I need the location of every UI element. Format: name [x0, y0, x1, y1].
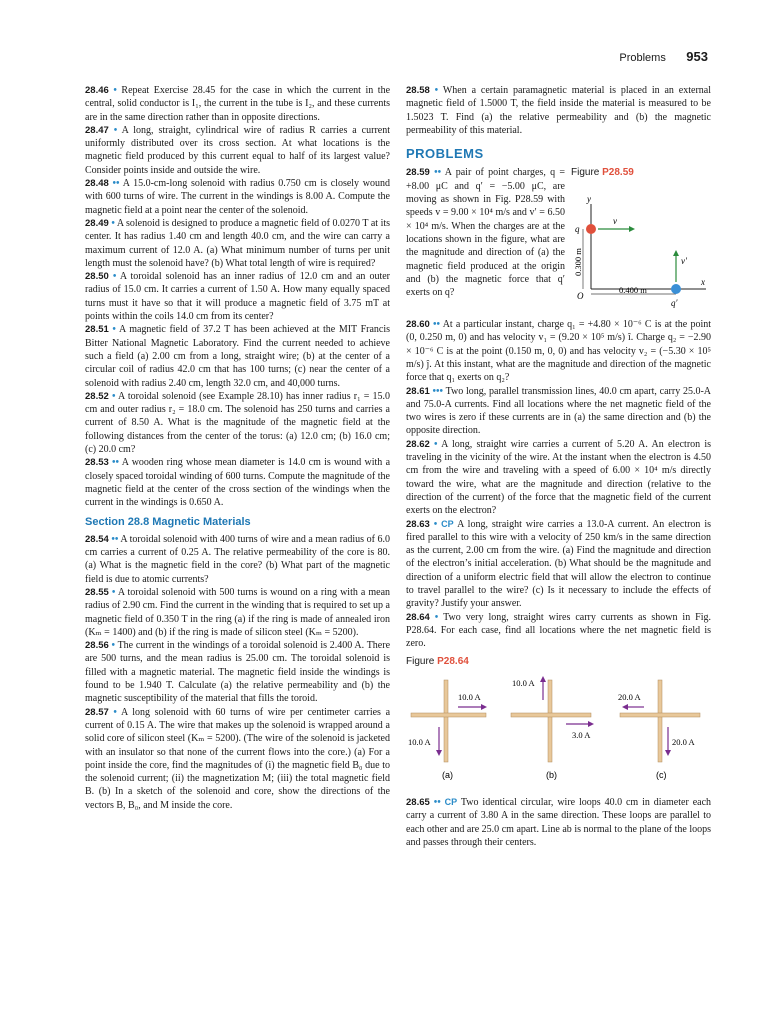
- problem-28-49: 28.49 • A solenoid is designed to produce a magnetic field of 0.0270 T at its center. It has radius 1.40 cm and length 40.0 cm, and the wire can carry a maximum current of 12.0 A. (a) What minimum number of turns per unit length must the solenoid have? (b) What total length of wire is required?: [85, 217, 391, 269]
- current-b-right-arrowhead: [588, 721, 594, 727]
- problem-28-52: 28.52 • A toroidal solenoid (see Example 28.10) has inner radius r₁ = 15.0 cm and outer radius r₂ = 18.0 cm. The solenoid has 250 turns and carries a current of 8.50 A. What is the magnitude of the magnetic field at the following distances from the center of the torus: (a) 12.0 cm; (b) 16.0 cm; (c) 20.0 cm?: [85, 390, 391, 456]
- problem-28-55: 28.55 • A toroidal solenoid with 500 turns is wound on a ring with a mean radius of 2.90 cm. Find the current in the winding that is required to set up a magnetic field of 0.350 T in the ring (a) if the ring is made of annealed iron (Kₘ = 1400) and (b) if the ring is made of silicon steel (Kₘ = 5200).: [85, 586, 391, 638]
- current-b-vertical-label: 10.0 A: [512, 677, 535, 688]
- velocity-vprime-arrowhead: [673, 250, 679, 256]
- running-head: Problems: [619, 52, 666, 64]
- charge-q: [586, 224, 596, 234]
- problem-28-58: 28.58 • When a certain paramagnetic material is placed in an external magnetic field of 1.5000 T, the field inside the material is measured to be 1.5023 T. Find (a) the relative permeability and (b) the magnetic permeability of this material.: [406, 85, 711, 136]
- problems-heading: PROBLEMS: [406, 146, 484, 162]
- problem-28-59: 28.59 •• A pair of point charges, q = +8.00 μC and q′ = −5.00 μC, are moving as shown in Fig. P28.59 with speeds v = 9.00 × 10⁴ m/s and v′ = 6.50 × 10⁴ m/s. When the charges are at the locations shown in the figure, what are the magnitude and direction of (a) the magnetic field produced at the origin and (b) the magnetic force that q′ exerts on q?: [406, 167, 566, 299]
- problem-28-51: 28.51 • A magnetic field of 37.2 T has been achieved at the MIT Francis Bitter National Magnetic Laboratory. Find the current needed to achieve such a field (a) 2.00 cm from a long, straight wire; (b) at the center of a circular coil of radius 42.0 cm that has 100 turns; (c) near the center of a solenoid with radius 2.40 cm, length 32.0 cm, and 40,000 turns.: [85, 324, 391, 389]
- page-header: [619, 48, 708, 66]
- right-column: [406, 84, 711, 849]
- section-heading: Section 28.8 Magnetic Materials: [85, 515, 251, 528]
- wires-diagram: [406, 672, 711, 792]
- problem-28-59-block: [406, 166, 711, 318]
- figure-label: Figure P28.64: [406, 655, 469, 667]
- wire-c-horizontal: [620, 713, 700, 717]
- current-a-down-arrowhead: [436, 750, 442, 756]
- velocity-vprime-label: v′: [681, 255, 687, 266]
- problem-28-57: 28.57 • A long solenoid with 60 turns of wire per centimeter carries a current of 0.15 A. The wire that makes up the solenoid is wrapped around a solid core of silicon steel (Kₘ = 5200). (The wire of the solenoid is jacketed with an insulator so that none of the current flows into the core.) (a) For a point inside the core, find the magnitudes of (i) the magnetic field B₀ due to the solenoid current; (ii) the magnetization M; (iii) the total magnetic field B. (b) In a sketch of the solenoid and core, show the directions of the vectors B, B₀, and M inside the core.: [85, 706, 391, 811]
- y-axis-label: y: [587, 193, 591, 204]
- problem-28-47: 28.47 • A long, straight, cylindrical wire of radius R carries a current uniformly distributed over its cross section. At what locations is the magnetic field produced by this current equal to half of its largest value? Consider points inside and outside the wire.: [85, 124, 390, 176]
- current-a-right-arrowhead: [481, 704, 487, 710]
- current-a-vertical-label: 10.0 A: [408, 736, 431, 747]
- problem-28-48: 28.48 •• A 15.0-cm-long solenoid with radius 0.750 cm is closely wound with 600 turns of wire. The current in the windings is 8.00 A. Compute the magnetic field at a point near the center of the solenoid.: [85, 178, 390, 216]
- height-label: 0.300 m: [573, 247, 583, 276]
- velocity-v-label: v: [613, 215, 617, 226]
- wire-a-horizontal: [411, 713, 486, 717]
- current-c-down-arrowhead: [665, 750, 671, 756]
- current-b-horizontal-label: 3.0 A: [572, 729, 591, 740]
- velocity-v-arrowhead: [629, 226, 635, 232]
- current-c-vertical-label: 20.0 A: [672, 736, 695, 747]
- current-a-horizontal-label: 10.0 A: [458, 691, 481, 702]
- charge-q-prime: [671, 284, 681, 294]
- wire-a-vertical: [444, 680, 448, 762]
- figure-label: Figure P28.59: [571, 167, 634, 179]
- problem-28-62: 28.62 • A long, straight wire carries a current of 5.20 A. An electron is traveling in the vicinity of the wire. At the instant when the electron is 4.50 cm from the wire and traveling with a speed of 6.00 × 10⁴ m/s directly toward the wire, what are the magnitude and direction (relative to the direction of the current) of the force that the magnetic field of the current exerts on the electron?: [406, 438, 712, 517]
- figure-p28-64: [406, 655, 711, 797]
- problem-28-64: 28.64 • Two very long, straight wires carry currents as shown in Fig. P28.64. For each case, find all locations where the net magnetic field is zero.: [406, 611, 712, 650]
- problem-28-63: 28.63 • CP A long, straight wire carries a 13.0-A current. An electron is fired parallel to this wire with a velocity of 250 km/s in the same direction as the current, 2.00 cm from the wire. (a) Find the magnitude and direction of the electron’s initial acceleration. (b) What should be the magnitude and direction of a uniform electric field that will allow the electron to continue to travel parallel to the wire? (c) Is it necessary to include the effects of gravity? Justify your answer.: [406, 518, 712, 610]
- wire-c-vertical: [658, 680, 662, 762]
- charge-q-label: q: [575, 223, 580, 234]
- x-axis-label: x: [701, 276, 705, 287]
- problem-28-54: 28.54 •• A toroidal solenoid with 400 turns of wire and a mean radius of 6.0 cm carries a current of 0.25 A. The relative permeability of the core is 80. (a) What is the magnetic field in the core? (b) What part of the magnetic field is due to atomic currents?: [85, 533, 390, 585]
- case-b-label: (b): [546, 769, 557, 780]
- case-c-label: (c): [656, 769, 667, 780]
- charges-diagram: [571, 184, 711, 314]
- left-column: [85, 84, 390, 812]
- charge-q-prime-label: q′: [671, 297, 678, 308]
- problem-28-46: 28.46 • Repeat Exercise 28.45 for the case in which the current in the central, solid conductor is I₁, the current in the tube is I₂, and these currents are in the same direction rather than in opposite directions.: [85, 85, 391, 123]
- problem-28-60: 28.60 •• At a particular instant, charge q₁ = +4.80 × 10⁻⁶ C is at the point (0, 0.250 m, 0) and has velocity v₁ = (9.20 × 10⁵ m/s) î. Charge q₂ = −2.90 × 10⁻⁶ C is at the point (0.150 m, 0, 0) and has velocity v₂ = (−5.30 × 10⁵ m/s) ĵ. At this instant, what are the magnitude and direction of the magnetic force that q₁ exerts on q₂?: [406, 319, 712, 384]
- page-number: 953: [686, 49, 708, 64]
- problem-28-61: 28.61 ••• Two long, parallel transmission lines, 40.0 cm apart, carry 25.0-A and 75.0-A currents. Find all locations where the net magnetic field of the two wires is zero if these currents are in (a) the same direction and (b) the opposite direction.: [406, 385, 711, 437]
- current-c-left-arrowhead: [622, 704, 628, 710]
- current-b-up-arrowhead: [540, 676, 546, 682]
- wire-b-vertical: [548, 680, 552, 762]
- origin-label: O: [577, 290, 584, 301]
- problem-28-50: 28.50 • A toroidal solenoid has an inner radius of 12.0 cm and an outer radius of 15.0 cm. It carries a current of 1.50 A. How many equally spaced turns must it have so that it will produce a magnetic field of 3.75 mT at points within the coils 14.0 cm from its center?: [85, 271, 391, 323]
- current-c-horizontal-label: 20.0 A: [618, 691, 641, 702]
- problem-28-56: 28.56 • The current in the windings of a toroidal solenoid is 2.400 A. There are 500 turns, and the mean radius is 25.00 cm. The toroidal solenoid is filled with a magnetic material. The magnetic field inside the windings is found to be 1.940 T. Calculate (a) the relative permeability and (b) the magnetic susceptibility of the material that fills the toroid.: [85, 640, 391, 705]
- wire-b-horizontal: [511, 713, 591, 717]
- problem-28-53: 28.53 •• A wooden ring whose mean diameter is 14.0 cm is wound with a closely spaced toroidal winding of 600 turns. Compute the magnitude of the magnetic field at the center of the cross section of the windings when the current in the windings is 0.650 A.: [85, 457, 391, 509]
- case-a-label: (a): [442, 769, 453, 780]
- figure-p28-59: [571, 166, 711, 318]
- width-label: 0.400 m: [619, 284, 647, 295]
- problem-28-65: 28.65 •• CP Two identical circular, wire loops 40.0 cm in diameter each carry a current of 3.80 A in the same direction. These loops are parallel to each other and are 25.0 cm apart. Line ab is normal to the plane of the loops and passes through their centers.: [406, 797, 712, 848]
